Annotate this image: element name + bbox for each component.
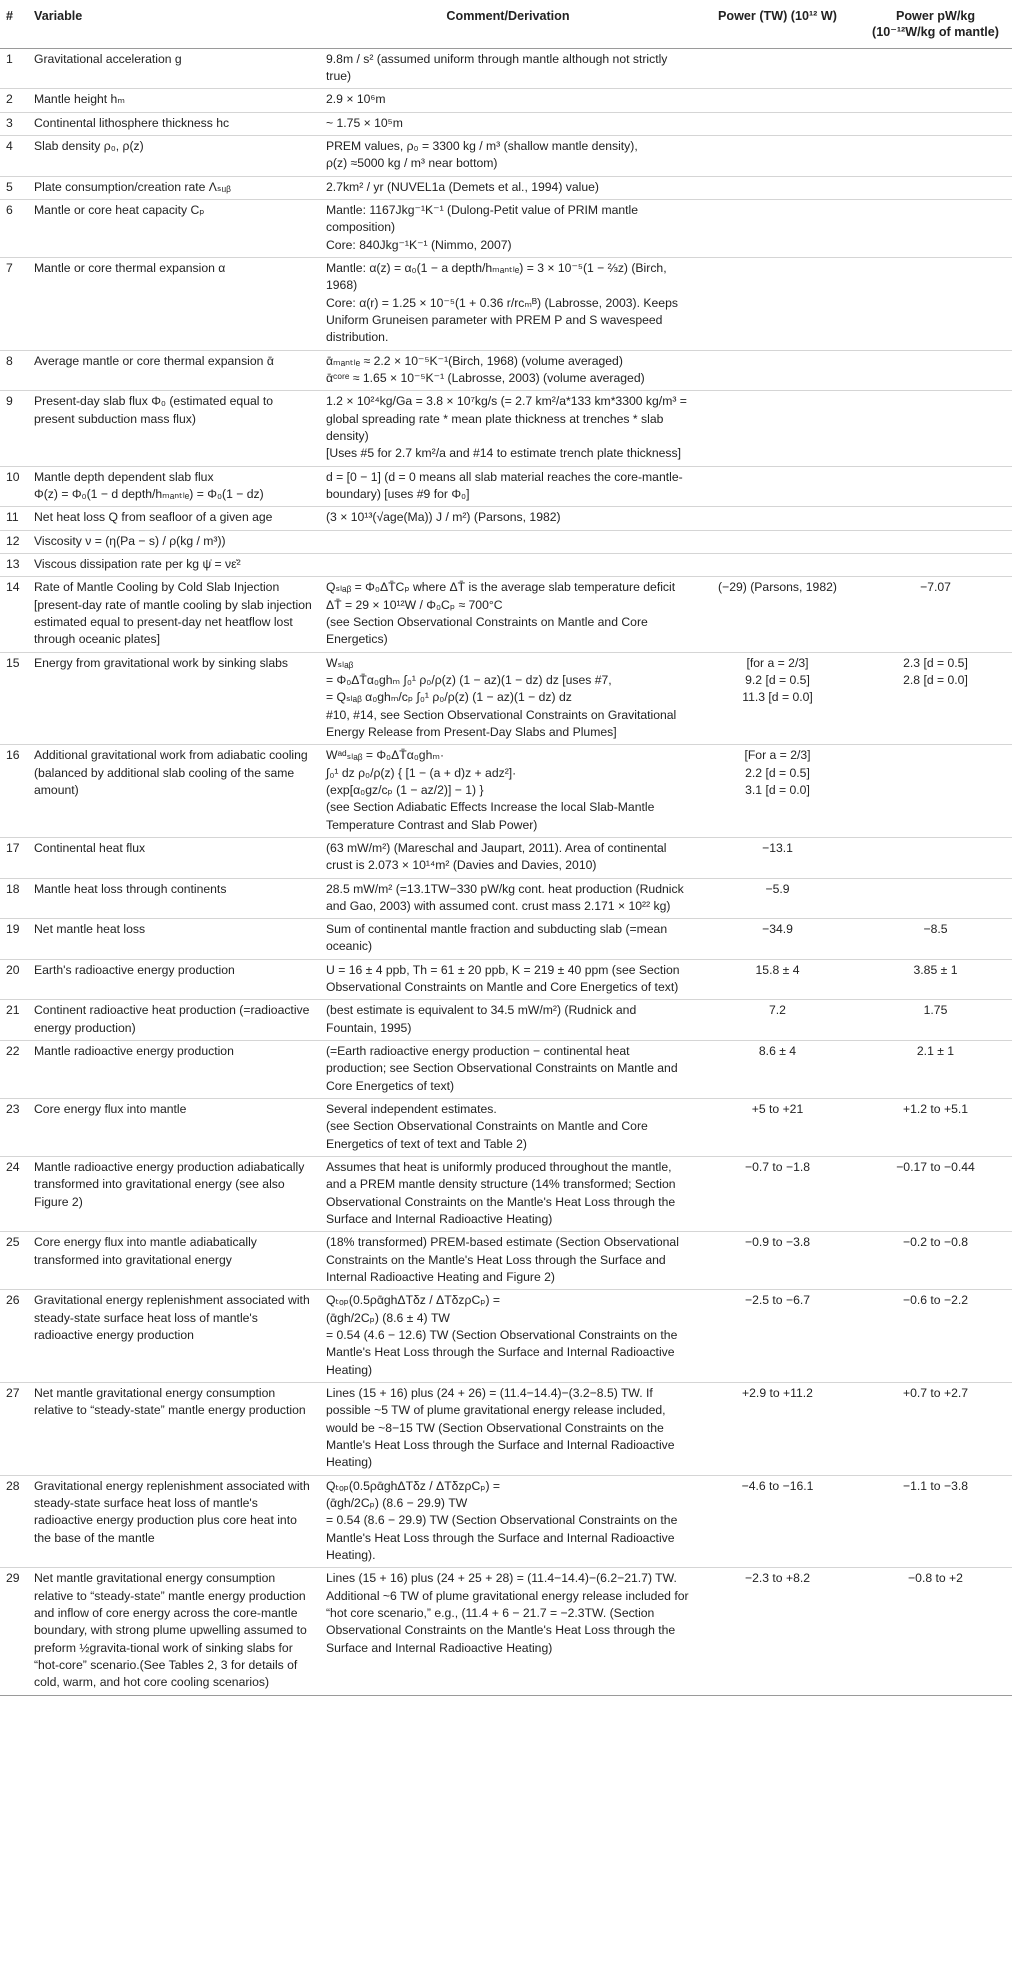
power-pw-cell	[859, 1568, 1012, 1695]
power-pw-cell-line: 2.8 [d = 0.0]	[903, 672, 968, 687]
row-number: 8	[0, 350, 28, 391]
power-tw-cell-line: −13.1	[762, 840, 793, 855]
comment-cell-line: (best estimate is equivalent to 34.5 mW/m²) (Rudnick and Fountain, 1995)	[326, 1003, 637, 1035]
power-pw-cell	[859, 1383, 1012, 1476]
power-pw-cell-line: −1.1 to −3.8	[902, 1478, 969, 1493]
variable-cell	[28, 1157, 320, 1232]
header-variable: Variable	[28, 0, 320, 48]
variable-cell-line: Gravitational energy replenishment associated with steady-state surface heat loss of mantle's radioactive energy production plus core heat into the base of the mantle	[34, 1478, 310, 1545]
comment-cell-line: PREM values, ρ₀ = 3300 kg / m³ (shallow mantle density),	[326, 139, 638, 154]
row-number: 9	[0, 391, 28, 466]
comment-cell-line: (18% transformed) PREM-based estimate (Section Observational Constraints on the Mantle's Heat Loss through the Surface and Internal Radioactive Heating and Figure 2)	[326, 1235, 679, 1285]
power-tw-cell	[696, 1568, 859, 1695]
power-tw-cell	[696, 89, 859, 112]
table-row	[0, 136, 1012, 177]
comment-cell-line: ∫₀¹ dz ρ₀/ρ(z) { [1 − (a + d)z + adz²]·	[326, 765, 517, 780]
power-tw-cell	[696, 1232, 859, 1290]
comment-cell-line: Wₛₗₐᵦ	[326, 655, 354, 670]
row-number: 21	[0, 1000, 28, 1041]
comment-cell	[320, 1232, 696, 1290]
comment-cell-line: (=Earth radioactive energy production − continental heat production; see Section Observational Constraints on Mantle and Core Energetics of text)	[326, 1044, 678, 1093]
variable-cell	[28, 919, 320, 960]
comment-cell	[320, 837, 696, 878]
comment-cell	[320, 1290, 696, 1383]
power-tw-cell	[696, 837, 859, 878]
variable-cell-line: Mantle heat loss through continents	[34, 881, 227, 896]
variable-cell-line: Additional gravitational work from adiabatic cooling (balanced by additional slab cooling of the same amount)	[34, 748, 308, 797]
row-number: 22	[0, 1041, 28, 1099]
power-tw-cell	[696, 553, 859, 576]
power-pw-cell-line: −0.17 to −0.44	[896, 1160, 975, 1175]
variable-cell-line: Present-day slab flux Φ₀ (estimated equal to present subduction mass flux)	[34, 394, 274, 426]
power-pw-cell	[859, 350, 1012, 391]
table-row	[0, 1000, 1012, 1041]
comment-cell-line: = 0.54 (4.6 − 12.6) TW (Section Observational Constraints on the Mantle's Heat Loss through the Surface and Internal Radioactive Heating)	[326, 1328, 678, 1377]
variable-cell-line: Mantle height hₘ	[34, 92, 125, 107]
variable-cell	[28, 878, 320, 919]
header-number: #	[0, 0, 28, 48]
power-tw-cell	[696, 136, 859, 177]
variable-cell-line: Plate consumption/creation rate Λₛᵤᵦ	[34, 179, 231, 194]
variable-cell-line: Mantle depth dependent slab flux	[34, 469, 214, 484]
row-number: 3	[0, 112, 28, 135]
variable-cell-line: Mantle radioactive energy production adiabatically transformed into gravitational energy (see also Figure 2)	[34, 1160, 305, 1209]
variable-cell	[28, 553, 320, 576]
comment-cell-line: Assumes that heat is uniformly produced throughout the mantle, and a PREM mantle density structure (14% transformed; Section Observational Constraints on the Mantle's Heat Loss through the Surface and Internal Radioactive Heating)	[326, 1160, 676, 1227]
header-power-tw: Power (TW) (10¹² W)	[696, 0, 859, 48]
power-tw-cell-line: −4.6 to −16.1	[741, 1478, 814, 1493]
comment-cell-line: 9.8m / s² (assumed uniform through mantle although not strictly true)	[326, 51, 668, 84]
power-pw-cell	[859, 577, 1012, 652]
table-row	[0, 652, 1012, 745]
variable-cell-line: Continental heat flux	[34, 840, 146, 855]
power-pw-cell-line: −0.6 to −2.2	[902, 1293, 969, 1308]
power-tw-cell	[696, 878, 859, 919]
comment-cell-line: Mantle: 1167Jkg⁻¹K⁻¹ (Dulong-Petit value of PRIM mantle composition)	[326, 203, 639, 235]
power-tw-cell	[696, 959, 859, 1000]
variable-cell-line: Average mantle or core thermal expansion ᾱ	[34, 353, 274, 368]
variable-cell	[28, 652, 320, 745]
table-row	[0, 200, 1012, 258]
row-number: 10	[0, 466, 28, 507]
power-tw-cell	[696, 507, 859, 530]
power-pw-cell-line: −0.8 to +2	[908, 1571, 963, 1586]
power-tw-cell-line: 11.3 [d = 0.0]	[742, 690, 813, 705]
row-number: 17	[0, 837, 28, 878]
variable-cell-line: Continental lithosphere thickness hᴄ	[34, 115, 230, 130]
table-row	[0, 1383, 1012, 1476]
power-tw-cell	[696, 530, 859, 553]
power-tw-cell	[696, 1157, 859, 1232]
power-pw-cell	[859, 1290, 1012, 1383]
comment-cell-line: Lines (15 + 16) plus (24 + 26) = (11.4−14.4)−(3.2−8.5) TW. If possible ~5 TW of plume gravitational energy release included, would be ~8−15 TW (Section Observational Constraints on the Mantle's Heat Loss through the Surface and Internal Radioactive Heating)	[326, 1386, 675, 1470]
variable-cell	[28, 466, 320, 507]
power-pw-cell	[859, 959, 1012, 1000]
comment-cell	[320, 258, 696, 351]
table-row	[0, 89, 1012, 112]
comment-cell-line: (see Section Adiabatic Effects Increase the local Slab-Mantle Temperature Contrast and Slab Power)	[326, 800, 655, 832]
row-number: 24	[0, 1157, 28, 1232]
comment-cell-line: (exp[α₀gz/cₚ (1 − az/2)] − 1) }	[326, 782, 484, 797]
power-tw-cell	[696, 919, 859, 960]
variable-cell	[28, 745, 320, 838]
power-pw-cell	[859, 176, 1012, 199]
power-pw-cell-line: −8.5	[923, 922, 948, 937]
power-tw-cell	[696, 577, 859, 652]
row-number: 12	[0, 530, 28, 553]
table-row	[0, 1290, 1012, 1383]
table-row	[0, 48, 1012, 89]
comment-cell	[320, 1099, 696, 1157]
table-row	[0, 553, 1012, 576]
variable-cell-line: Gravitational acceleration g	[34, 51, 182, 66]
comment-cell	[320, 1000, 696, 1041]
power-pw-cell	[859, 89, 1012, 112]
table-row	[0, 1568, 1012, 1695]
power-tw-cell	[696, 48, 859, 89]
power-tw-cell	[696, 176, 859, 199]
power-pw-cell	[859, 466, 1012, 507]
row-number: 4	[0, 136, 28, 177]
comment-cell-line: = Φ₀ΔT̄α₀ghₘ ∫₀¹ ρ₀/ρ(z) (1 − az)(1 − dz) dz [uses #7,	[326, 672, 612, 687]
variable-cell	[28, 391, 320, 466]
power-tw-cell-line: 8.6 ± 4	[758, 1044, 797, 1059]
comment-cell	[320, 466, 696, 507]
power-pw-cell	[859, 837, 1012, 878]
power-tw-cell-line: [for a = 2/3]	[746, 655, 809, 670]
power-pw-cell	[859, 200, 1012, 258]
variable-cell	[28, 837, 320, 878]
power-tw-cell	[696, 391, 859, 466]
variable-cell-line: Viscosity ν = (η(Pa − s) / ρ(kg / m³))	[34, 533, 226, 548]
comment-cell	[320, 112, 696, 135]
row-number: 28	[0, 1475, 28, 1568]
variable-cell	[28, 176, 320, 199]
power-pw-cell	[859, 48, 1012, 89]
variable-cell	[28, 350, 320, 391]
comment-cell	[320, 1383, 696, 1476]
variable-cell	[28, 1000, 320, 1041]
comment-cell	[320, 577, 696, 652]
comment-cell-line: (63 mW/m²) (Mareschal and Jaupart, 2011). Area of continental crust is 2.073 × 10¹⁴m² (Davies and Davies, 2010)	[326, 840, 667, 873]
table-row	[0, 507, 1012, 530]
comment-cell	[320, 745, 696, 838]
comment-cell-line: (see Section Observational Constraints on Mantle and Core Energetics of text of text and Table 2)	[326, 1119, 648, 1151]
variable-cell	[28, 48, 320, 89]
comment-cell-line: 28.5 mW/m² (=13.1TW−330 pW/kg cont. heat production (Rudnick and Gao, 2003) with assumed cont. crust mass 2.171 × 10²² kg)	[326, 881, 684, 913]
power-pw-cell	[859, 530, 1012, 553]
header-comment: Comment/Derivation	[320, 0, 696, 48]
comment-cell-line: = 0.54 (8.6 − 29.9) TW (Section Observational Constraints on the Mantle's Heat Loss through the Surface and Internal Radioactive Heating).	[326, 1513, 678, 1562]
comment-cell	[320, 919, 696, 960]
comment-cell-line: #10, #14, see Section Observational Constraints on Gravitational Energy Release from Present-Day Slabs and Plumes]	[326, 707, 677, 739]
variable-cell-line: Net mantle gravitational energy consumption relative to “steady-state” mantle energy production and inflow of core energy across the core-mantle boundary, with strong plume upwelling assumed to preform ½gravita-tional work of sinking slabs for “hot-core” scenario.(See Tables 2, 3 for details of cold, warm, and hot core cooling scenarios)	[34, 1571, 307, 1690]
power-tw-cell-line: +5 to +21	[751, 1102, 804, 1117]
power-tw-cell-line: +2.9 to +11.2	[742, 1386, 813, 1401]
power-tw-cell-line: −0.7 to −1.8	[744, 1160, 811, 1175]
comment-cell	[320, 530, 696, 553]
power-pw-cell-line: −7.07	[920, 580, 951, 595]
comment-cell-line: ᾱᶜᵒʳᵉ ≈ 1.65 × 10⁻⁵K⁻¹ (Labrosse, 2003) (volume averaged)	[326, 370, 645, 385]
power-pw-cell	[859, 1099, 1012, 1157]
table-row	[0, 1099, 1012, 1157]
comment-cell-line: (ᾱgh/2Cₚ) (8.6 ± 4) TW	[326, 1310, 450, 1325]
variable-cell-line: Viscous dissipation rate per kg ψ̇ = νε̇²	[34, 556, 241, 571]
row-number: 15	[0, 652, 28, 745]
variable-cell	[28, 1232, 320, 1290]
variable-cell	[28, 1290, 320, 1383]
variable-cell	[28, 507, 320, 530]
power-tw-cell-line: 15.8 ± 4	[755, 962, 800, 977]
table-row	[0, 466, 1012, 507]
comment-cell-line: Qₜₒₚ(0.5ρᾱghΔTδz / ΔTδzρCₚ) =	[326, 1293, 501, 1308]
power-tw-cell-line: −5.9	[765, 881, 790, 896]
power-pw-cell	[859, 136, 1012, 177]
table-row	[0, 1475, 1012, 1568]
power-tw-cell-line: 3.1 [d = 0.0]	[745, 782, 810, 797]
power-pw-cell	[859, 652, 1012, 745]
comment-cell	[320, 1157, 696, 1232]
power-pw-cell	[859, 507, 1012, 530]
power-tw-cell-line: [For a = 2/3]	[744, 748, 811, 763]
power-tw-cell-line: −34.9	[762, 922, 793, 937]
variable-cell	[28, 1099, 320, 1157]
variable-cell-line: Earth's radioactive energy production	[34, 962, 235, 977]
power-pw-cell-line: +0.7 to +2.7	[902, 1386, 969, 1401]
power-tw-cell-line: −2.3 to +8.2	[744, 1571, 811, 1586]
comment-cell-line: 2.7km² / yr (NUVEL1a (Demets et al., 1994) value)	[326, 179, 599, 194]
variable-cell	[28, 1475, 320, 1568]
variable-cell	[28, 1383, 320, 1476]
table-row	[0, 391, 1012, 466]
comment-cell	[320, 350, 696, 391]
row-number: 1	[0, 48, 28, 89]
comment-cell-line: 2.9 × 10⁶m	[326, 92, 386, 107]
comment-cell-line: Qₛₗₐᵦ = Φ₀ΔT̄Cₚ where ΔT̄ is the average slab temperature deficit ΔT̄ = 29 × 10¹²W / Φ₀Cₚ ≈ 700°C	[326, 580, 676, 612]
power-pw-cell-line: 3.85 ± 1	[913, 962, 958, 977]
power-tw-cell	[696, 1475, 859, 1568]
comment-cell-line: = Qₛₗₐᵦ α₀ghₘ/cₚ ∫₀¹ ρ₀/ρ(z) (1 − az)(1 − dz) dz	[326, 690, 572, 705]
header-row	[0, 0, 1012, 48]
comment-cell-line: (see Section Observational Constraints on Mantle and Core Energetics)	[326, 614, 648, 647]
power-pw-cell	[859, 553, 1012, 576]
variable-cell	[28, 200, 320, 258]
comment-cell	[320, 507, 696, 530]
table-row	[0, 258, 1012, 351]
comment-cell-line: ~ 1.75 × 10⁵m	[326, 115, 403, 130]
row-number: 23	[0, 1099, 28, 1157]
comment-cell-line: ρ(z) ≈5000 kg / m³ near bottom)	[326, 156, 498, 171]
variable-cell	[28, 959, 320, 1000]
variable-cell-line: Slab density ρ₀, ρ(z)	[34, 139, 144, 154]
power-tw-cell	[696, 258, 859, 351]
comment-cell	[320, 553, 696, 576]
table-row	[0, 112, 1012, 135]
row-number: 27	[0, 1383, 28, 1476]
variable-cell-line: Core energy flux into mantle	[34, 1102, 187, 1117]
row-number: 7	[0, 258, 28, 351]
power-tw-cell	[696, 466, 859, 507]
power-pw-cell	[859, 919, 1012, 960]
variable-cell-line: Rate of Mantle Cooling by Cold Slab Injection [present-day rate of mantle cooling by slab injection estimated equal to present-day net heatflow lost through oceanic plates]	[34, 580, 312, 647]
power-tw-cell	[696, 745, 859, 838]
row-number: 16	[0, 745, 28, 838]
power-tw-cell	[696, 652, 859, 745]
power-pw-cell	[859, 258, 1012, 351]
variable-cell-line: Net heat loss Q from seafloor of a given age	[34, 510, 273, 525]
variable-cell-line: Core energy flux into mantle adiabatically transformed into gravitational energy	[34, 1235, 257, 1267]
table-row	[0, 1157, 1012, 1232]
table-row	[0, 919, 1012, 960]
comment-cell	[320, 959, 696, 1000]
power-tw-cell	[696, 1099, 859, 1157]
table-row	[0, 1232, 1012, 1290]
row-number: 19	[0, 919, 28, 960]
row-number: 11	[0, 507, 28, 530]
power-pw-cell-line: 2.3 [d = 0.5]	[903, 655, 968, 670]
variable-cell	[28, 1568, 320, 1695]
comment-cell	[320, 89, 696, 112]
power-pw-cell-line: −0.2 to −0.8	[902, 1235, 969, 1250]
comment-cell	[320, 1041, 696, 1099]
table-row	[0, 176, 1012, 199]
table-row	[0, 350, 1012, 391]
power-tw-cell-line: 9.2 [d = 0.5]	[745, 672, 810, 687]
variable-cell-line: Mantle radioactive energy production	[34, 1044, 234, 1059]
table-row	[0, 1041, 1012, 1099]
comment-cell-line: Qₜₒₚ(0.5ρᾱghΔTδz / ΔTδzρCₚ) =	[326, 1478, 501, 1493]
power-pw-cell-line: 1.75	[923, 1003, 948, 1018]
power-tw-cell-line: −0.9 to −3.8	[744, 1235, 811, 1250]
power-pw-cell	[859, 1041, 1012, 1099]
power-pw-cell	[859, 1232, 1012, 1290]
variable-cell-line: Gravitational energy replenishment associated with steady-state surface heat loss of mantle's radioactive energy production	[34, 1293, 310, 1343]
row-number: 5	[0, 176, 28, 199]
row-number: 25	[0, 1232, 28, 1290]
power-tw-cell	[696, 1041, 859, 1099]
comment-cell-line: Core: α(r) = 1.25 × 10⁻⁵(1 + 0.36 r/rᴄₘᴮ) (Labrosse, 2003). Keeps Uniform Gruneisen parameter with PREM P and S wavespeed distribution.	[326, 295, 678, 345]
variable-cell	[28, 89, 320, 112]
power-tw-cell	[696, 1290, 859, 1383]
variable-cell-line: Energy from gravitational work by sinking slabs	[34, 655, 289, 670]
row-number: 26	[0, 1290, 28, 1383]
table-row	[0, 577, 1012, 652]
row-number: 2	[0, 89, 28, 112]
comment-cell-line: 1.2 × 10²⁴kg/Ga = 3.8 × 10⁷kg/s (= 2.7 km²/a*133 km*3300 kg/m³ = global spreading rate * mean plate thickness at trenches * slab density)	[326, 394, 687, 443]
power-pw-cell-line: +1.2 to +5.1	[902, 1102, 969, 1117]
comment-cell-line: Wᵃᵈₛₗₐᵦ = Φ₀ΔT̄α₀ghₘ·	[326, 748, 445, 763]
power-pw-cell	[859, 1157, 1012, 1232]
power-pw-cell	[859, 112, 1012, 135]
comment-cell-line: (3 × 10¹³(√age(Ma)) J / m²) (Parsons, 1982)	[326, 510, 561, 525]
comment-cell-line: (ᾱgh/2Cₚ) (8.6 − 29.9) TW	[326, 1496, 468, 1510]
comment-cell	[320, 1475, 696, 1568]
power-pw-cell	[859, 391, 1012, 466]
power-tw-cell	[696, 200, 859, 258]
power-tw-cell	[696, 1000, 859, 1041]
row-number: 13	[0, 553, 28, 576]
variable-cell	[28, 112, 320, 135]
variable-cell-line: Mantle or core heat capacity Cₚ	[34, 203, 205, 218]
variable-cell-line: Mantle or core thermal expansion α	[34, 261, 226, 275]
row-number: 20	[0, 959, 28, 1000]
variable-cell-line: Continent radioactive heat production (=radioactive energy production)	[34, 1003, 310, 1035]
comment-cell-line: d = [0 − 1] (d = 0 means all slab material reaches the core-mantle-boundary) [uses #9 for Φ₀]	[326, 469, 683, 501]
power-tw-cell-line: 2.2 [d = 0.5]	[745, 765, 810, 780]
power-pw-cell	[859, 878, 1012, 919]
comment-cell	[320, 176, 696, 199]
power-tw-cell-line: 7.2	[769, 1003, 786, 1018]
power-pw-cell	[859, 1475, 1012, 1568]
variable-cell-line: Net mantle gravitational energy consumption relative to “steady-state” mantle energy production	[34, 1386, 306, 1418]
table-body	[0, 48, 1012, 1695]
comment-cell-line: Mantle: α(z) = α₀(1 − a depth/hₘₐₙₜₗₑ) = 3 × 10⁻⁵(1 − ⅔z) (Birch, 1968)	[326, 261, 667, 293]
table-row	[0, 530, 1012, 553]
variable-cell-line: Net mantle heat loss	[34, 922, 146, 937]
comment-cell	[320, 878, 696, 919]
variable-cell	[28, 136, 320, 177]
variable-cell	[28, 258, 320, 351]
power-tw-cell-line: (−29) (Parsons, 1982)	[718, 580, 837, 595]
table-row	[0, 745, 1012, 838]
comment-cell-line: Core: 840Jkg⁻¹K⁻¹ (Nimmo, 2007)	[326, 237, 512, 252]
comment-cell	[320, 48, 696, 89]
row-number: 6	[0, 200, 28, 258]
comment-cell	[320, 136, 696, 177]
comment-cell	[320, 391, 696, 466]
power-pw-cell	[859, 1000, 1012, 1041]
comment-cell-line: Several independent estimates.	[326, 1102, 497, 1117]
variable-cell-line: Φ(z) = Φ₀(1 − d depth/hₘₐₙₜₗₑ) = Φ₀(1 − dz)	[34, 486, 264, 501]
row-number: 18	[0, 878, 28, 919]
power-tw-cell	[696, 350, 859, 391]
comment-cell	[320, 652, 696, 745]
variable-cell	[28, 530, 320, 553]
power-tw-cell	[696, 112, 859, 135]
variable-cell	[28, 1041, 320, 1099]
power-tw-cell	[696, 1383, 859, 1476]
power-pw-cell-line: 2.1 ± 1	[916, 1044, 955, 1059]
comment-cell-line: U = 16 ± 4 ppb, Th = 61 ± 20 ppb, K = 219 ± 40 ppm (see Section Observational Constraints on Mantle and Core Energetics of text)	[326, 962, 680, 995]
comment-cell-line: [Uses #5 for 2.7 km²/a and #14 to estimate trench plate thickness]	[326, 446, 681, 461]
comment-cell	[320, 1568, 696, 1695]
power-pw-cell	[859, 745, 1012, 838]
comment-cell-line: Sum of continental mantle fraction and subducting slab (=mean oceanic)	[326, 922, 668, 954]
table-row	[0, 878, 1012, 919]
comment-cell-line: Lines (15 + 16) plus (24 + 25 + 28) = (11.4−14.4)−(6.2−21.7) TW. Additional ~6 TW of plume gravitational energy release included for “hot core scenario,” e.g., (11.4 + 6 − 21.7 = −2.3TW. (Section Observational Constraints on the Mantle's Heat Loss through the Surface and Internal Radioactive Heating)	[326, 1571, 689, 1655]
row-number: 29	[0, 1568, 28, 1695]
power-tw-cell-line: −2.5 to −6.7	[744, 1293, 811, 1308]
row-number: 14	[0, 577, 28, 652]
variable-cell	[28, 577, 320, 652]
header-power-pw: Power pW/kg (10⁻¹²W/kg of mantle)	[859, 0, 1012, 48]
table-row	[0, 837, 1012, 878]
comment-cell-line: ᾱₘₐₙₜₗₑ ≈ 2.2 × 10⁻⁵K⁻¹(Birch, 1968) (volume averaged)	[326, 353, 623, 368]
comment-cell	[320, 200, 696, 258]
table-row	[0, 959, 1012, 1000]
